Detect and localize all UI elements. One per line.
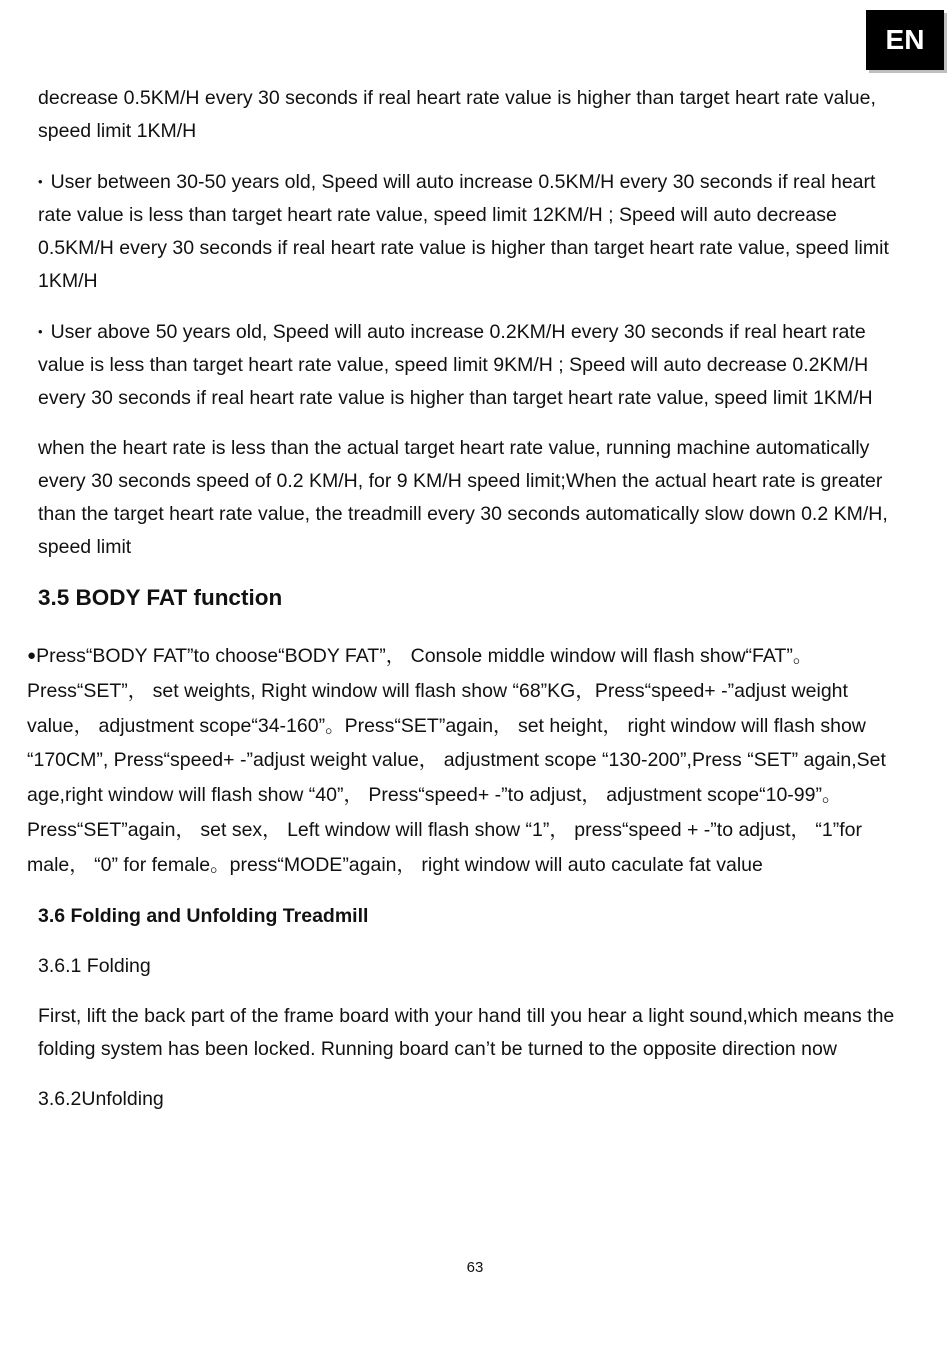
bullet-icon: •	[38, 324, 43, 339]
paragraph-folding: First, lift the back part of the frame board with your hand till you hear a light sound,which means the folding system has been locked. Running board can’t be turned to the opposite direction now	[38, 1004, 895, 1060]
bullet-text: User between 30-50 years old, Speed will auto increase 0.5KM/H every 30 seconds if real heart rate value is less than target heart rate value, speed limit 12KM/H ; Speed will auto decrease 0.5KM/H every 30 seconds if real heart rate value is higher than target heart rate value, speed limit 1KM/H	[38, 171, 889, 292]
body-fat-text: Press“BODY FAT”to choose“BODY FAT”， Console middle window will flash show“FAT”。Press“SET”， set weights, Right window will flash show “68”KG，Press“speed+ -”adjust weight value， adjustment scope“34-160”。Press“SET”again， set height， right window will flash show “170CM”, Press“speed+ -”adjust weight value， adjustment scope “130-200”,Press “SET” again,Set age,right window will flash show “40”， Press“speed+ -”to adjust， adjustment scope“10-99”。 Press“SET”again， set sex， Left window will flash show “1”， press“speed + -”to adjust， “1”for male， “0” for female。press“MODE”again， right window will auto caculate fat value	[27, 645, 886, 876]
body-fat-instructions	[27, 639, 907, 883]
section-heading: 3.6 Folding and Unfolding Treadmill	[38, 904, 369, 927]
bullet-item	[38, 165, 910, 298]
paragraph: when the heart rate is less than the actual target heart rate value, running machine automatically every 30 seconds speed of 0.2 KM/H, for 9 KM/H speed limit;When the actual heart rate is greater than the target heart rate value, the treadmill every 30 seconds automatically slow down 0.2 KM/H, speed limit	[38, 437, 888, 558]
subheading-unfolding: 3.6.2Unfolding	[38, 1087, 164, 1110]
bullet-icon: •	[38, 174, 43, 189]
language-tab: EN	[866, 10, 944, 70]
bullet-text: User above 50 years old, Speed will auto increase 0.2KM/H every 30 seconds if real heart rate value is less than target heart rate value, speed limit 9KM/H ; Speed will auto decrease 0.2KM/H every 30 seconds if real heart rate value is higher than target heart rate value, speed limit 1KM/H	[38, 321, 873, 409]
section-heading: 3.5 BODY FAT function	[38, 585, 283, 610]
page-number: 63	[466, 1259, 484, 1276]
paragraph: decrease 0.5KM/H every 30 seconds if real heart rate value is higher than target heart rate value, speed limit 1KM/H	[38, 87, 876, 142]
page-content	[27, 82, 910, 1133]
subheading-folding: 3.6.1 Folding	[38, 954, 151, 977]
bullet-icon: ●	[27, 647, 37, 664]
bullet-item	[38, 315, 910, 415]
